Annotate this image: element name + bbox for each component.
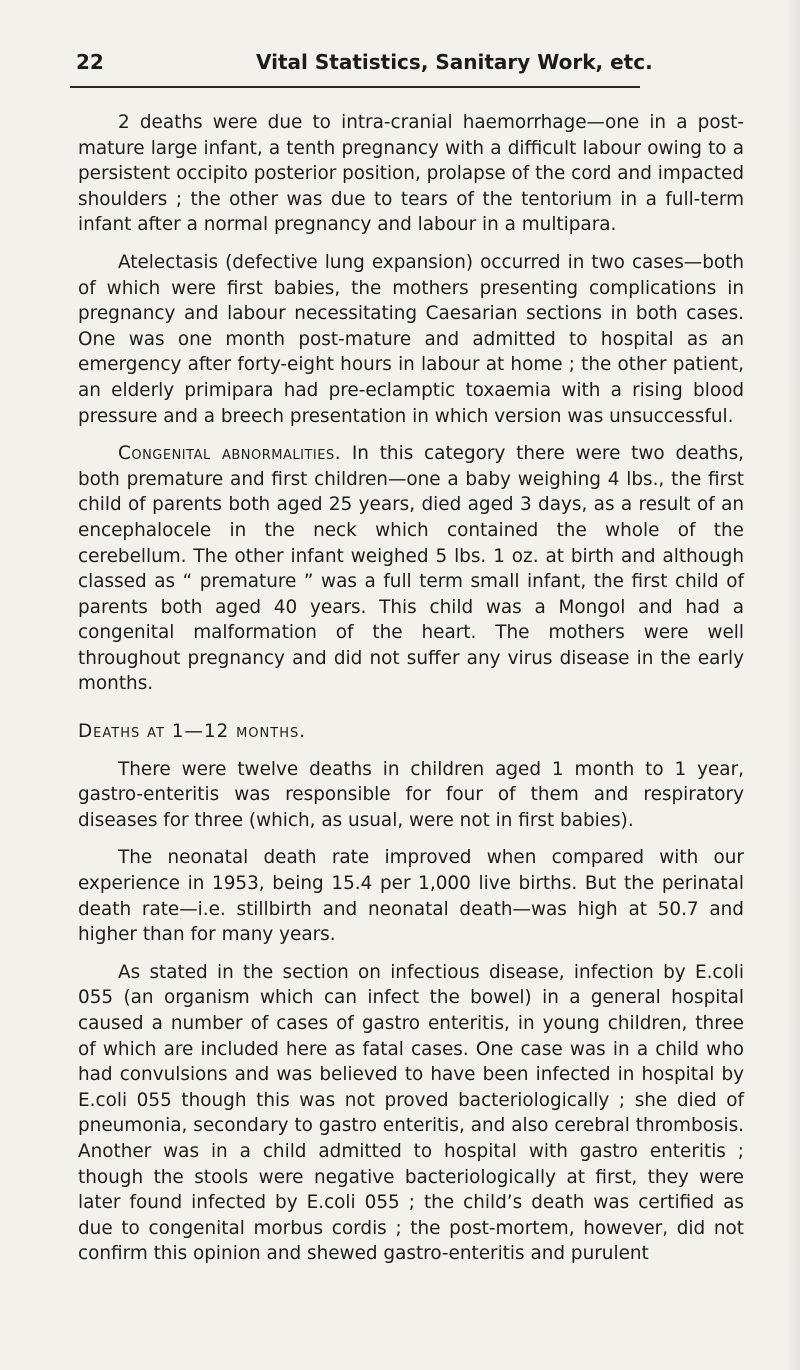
header-rule [70, 86, 640, 88]
paragraph-neonatal-death-rate: The neonatal death rate improved when compared with our experience in 1953, being 15.4 per 1,000 live births. But the perinatal death rate—i.e. stillbirth and neonatal death—was high at 50.7 and higher than for many years. [78, 847, 744, 946]
page-header [76, 50, 740, 84]
running-title: Vital Statistics, Sanitary Work, etc. [256, 50, 653, 74]
body-text [78, 110, 744, 1279]
paragraph-e-coli-infection: As stated in the section on infectious disease, infection by E.coli 055 (an organism which can infect the bowel) in a general hospital caused a number of cases of gastro enteritis, in young children, three of which are included here as fatal cases. One case was in a child who had convulsions and was believed to have been infected in hospital by E.coli 055 though this was not proved bacteriologically ; she died of pneumonia, secondary to gastro enteritis, and also cerebral thrombosis. Another was in a child admitted to hospital with gastro enteritis ; though the stools were negative bacteriologically at first, they were later found infected by E.coli 055 ; the child’s death was certified as due to congenital morbus cordis ; the post-mortem, however, did not confirm this opinion and shewed gastro-enteritis and purulent [78, 961, 744, 1265]
page-edge-shadow [786, 0, 800, 1370]
paragraph-congenital-abnormalities [78, 441, 744, 697]
congenital-abnormalities-text: In this category there were two deaths, both premature and first children—one a baby weighing 4 lbs., the first child of parents both aged 25 years, died aged 3 days, as a result of an encephalocele in the neck which contained the whole of the cerebellum. The other infant weighed 5 lbs. 1 oz. at birth and although classed as “ premature ” was a full term small infant, the first child of parents both aged 40 years. This child was a Mongol and had a congenital malformation of the heart. The mothers were well throughout pregnancy and did not suffer any virus disease in the early months. [78, 443, 744, 695]
paragraph-intracranial-haemorrhage: 2 deaths were due to intra-cranial haemorrhage—one in a post-mature large infant, a tenth pregnancy with a difficult labour owing to a persistent occipito posterior position, prolapse of the cord and impacted shoulders ; the other was due to tears of the tentorium in a full-term infant after a normal pregnancy and labour in a multipara. [78, 112, 744, 236]
paragraph-atelectasis: Atelectasis (defective lung expansion) occurred in two cases—both of which were first babies, the mothers presenting complications in pregnancy and labour necessitating Caesarian sections in both cases. One was one month post-mature and admitted to hospital as an emergency after forty-eight hours in labour at home ; the other patient, an elderly primipara had pre-eclamptic toxaemia with a rising blood pressure and a breech presentation in which version was unsuccessful. [78, 251, 744, 427]
paragraph-twelve-deaths: There were twelve deaths in children aged 1 month to 1 year, gastro-enteritis was responsible for four of them and respiratory diseases for three (which, as usual, were not in first babies). [78, 758, 744, 831]
page-number: 22 [76, 50, 104, 74]
congenital-abnormalities-lead: Congenital abnormalities. [118, 443, 342, 465]
section-heading-deaths-1-12-months: Deaths at 1—12 months. [78, 721, 307, 743]
